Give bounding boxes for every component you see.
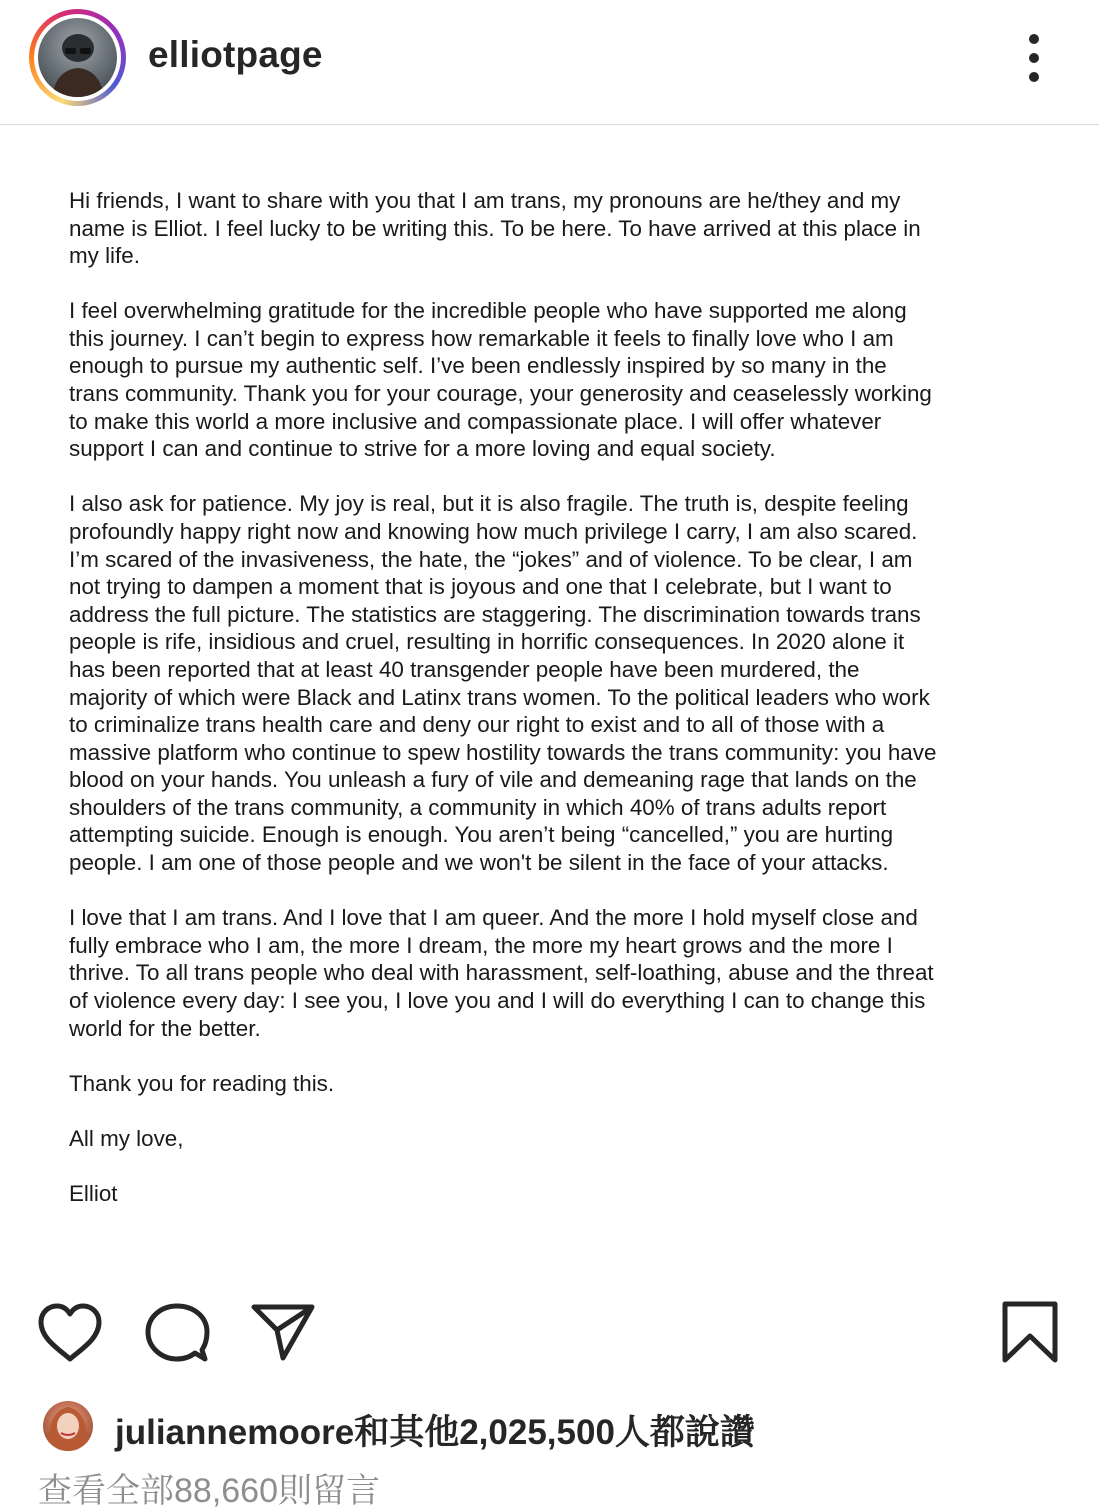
- letter-line: shoulders of the trans community, a community in which 40% of trans adults report: [69, 794, 887, 820]
- letter-line: I’m scared of the invasiveness, the hate, the “jokes” and of violence. To be clear, I am: [69, 546, 913, 572]
- letter-line: address the full picture. The statistics are staggering. The discrimination towards trans: [69, 601, 921, 627]
- letter-line: blood on your hands. You unleash a fury of vile and demeaning rage that lands on the: [69, 767, 917, 793]
- letter-line: name is Elliot. I feel lucky to be writing this. To be here. To have arrived at this place in: [69, 215, 921, 241]
- letter-line: trans community. Thank you for your courage, your generosity and ceaselessly working: [69, 381, 932, 407]
- profile-avatar[interactable]: [29, 9, 126, 106]
- letter-line: of violence every day: I see you, I love you and I will do everything I can to change this: [69, 987, 926, 1013]
- letter-paragraph: [69, 1070, 999, 1098]
- letter-line: support I can and continue to strive for a more loving and equal society.: [69, 436, 776, 462]
- letter-line: thrive. To all trans people who deal with harassment, self-loathing, abuse and the threat: [69, 960, 934, 986]
- username[interactable]: elliotpage: [148, 34, 323, 75]
- letter-line: not trying to dampen a moment that is joyous and one that I celebrate, but I want to: [69, 574, 892, 600]
- letter-paragraph: [69, 1180, 999, 1208]
- letter-line: majority of which were Black and Latinx trans women. To the political leaders who work: [69, 684, 930, 710]
- letter-line: Thank you for reading this.: [69, 1070, 335, 1096]
- avatar-photo: [38, 18, 117, 97]
- more-options-icon[interactable]: [1014, 30, 1054, 86]
- letter-line: I love that I am trans. And I love that I am queer. And the more I hold myself close and: [69, 905, 918, 931]
- letter-line: I feel overwhelming gratitude for the incredible people who have supported me along: [69, 298, 907, 324]
- letter-line: world for the better.: [69, 1015, 261, 1041]
- letter-line: massive platform who continue to spew hostility towards the trans community: you have: [69, 739, 937, 765]
- comment-icon[interactable]: [144, 1302, 210, 1364]
- post-header: [0, 0, 1099, 125]
- post-image-text: [69, 187, 999, 1235]
- letter-line: has been reported that at least 40 transgender people have been murdered, the: [69, 656, 860, 682]
- letter-line: my life.: [69, 243, 140, 269]
- letter-line: people. I am one of those people and we won't be silent in the face of your attacks.: [69, 850, 889, 876]
- letter-line: Elliot: [69, 1180, 118, 1206]
- letter-line: attempting suicide. Enough is enough. You aren’t being “cancelled,” you are hurting: [69, 822, 894, 848]
- letter-line: enough to pursue my authentic self. I’ve been endlessly inspired by so many in the: [69, 353, 887, 379]
- liker-avatar[interactable]: [43, 1401, 93, 1451]
- letter-line: I also ask for patience. My joy is real, but it is also fragile. The truth is, despite feeling: [69, 491, 909, 517]
- letter-paragraph: [69, 297, 999, 463]
- letter-line: profoundly happy right now and knowing how much privilege I carry, I am also scared.: [69, 518, 918, 544]
- view-all-comments-link[interactable]: 查看全部88,660則留言: [38, 1472, 380, 1510]
- letter-line: fully embrace who I am, the more I dream, the more my heart grows and the more I: [69, 932, 893, 958]
- letter-line: to criminalize trans health care and deny our right to exist and to all of those with a: [69, 712, 885, 738]
- letter-line: this journey. I can’t begin to express how remarkable it feels to finally love who I am: [69, 325, 894, 351]
- letter-paragraph: [69, 490, 999, 876]
- heart-icon[interactable]: [37, 1302, 103, 1364]
- letter-line: Hi friends, I want to share with you that I am trans, my pronouns are he/they and my: [69, 188, 901, 213]
- likes-summary[interactable]: juliannemoore和其他2,025,500人都說讚: [115, 1413, 755, 1452]
- letter-paragraph: [69, 187, 999, 270]
- paper-plane-icon[interactable]: [250, 1302, 316, 1362]
- letter-line: to make this world a more inclusive and compassionate place. I will offer whatever: [69, 408, 882, 434]
- letter-line: All my love,: [69, 1125, 184, 1151]
- bookmark-icon[interactable]: [1001, 1300, 1059, 1364]
- letter-paragraph: [69, 1125, 999, 1153]
- letter-line: people is rife, insidious and cruel, resulting in horrific consequences. In 2020 alone it: [69, 629, 905, 655]
- letter-paragraph: [69, 904, 999, 1042]
